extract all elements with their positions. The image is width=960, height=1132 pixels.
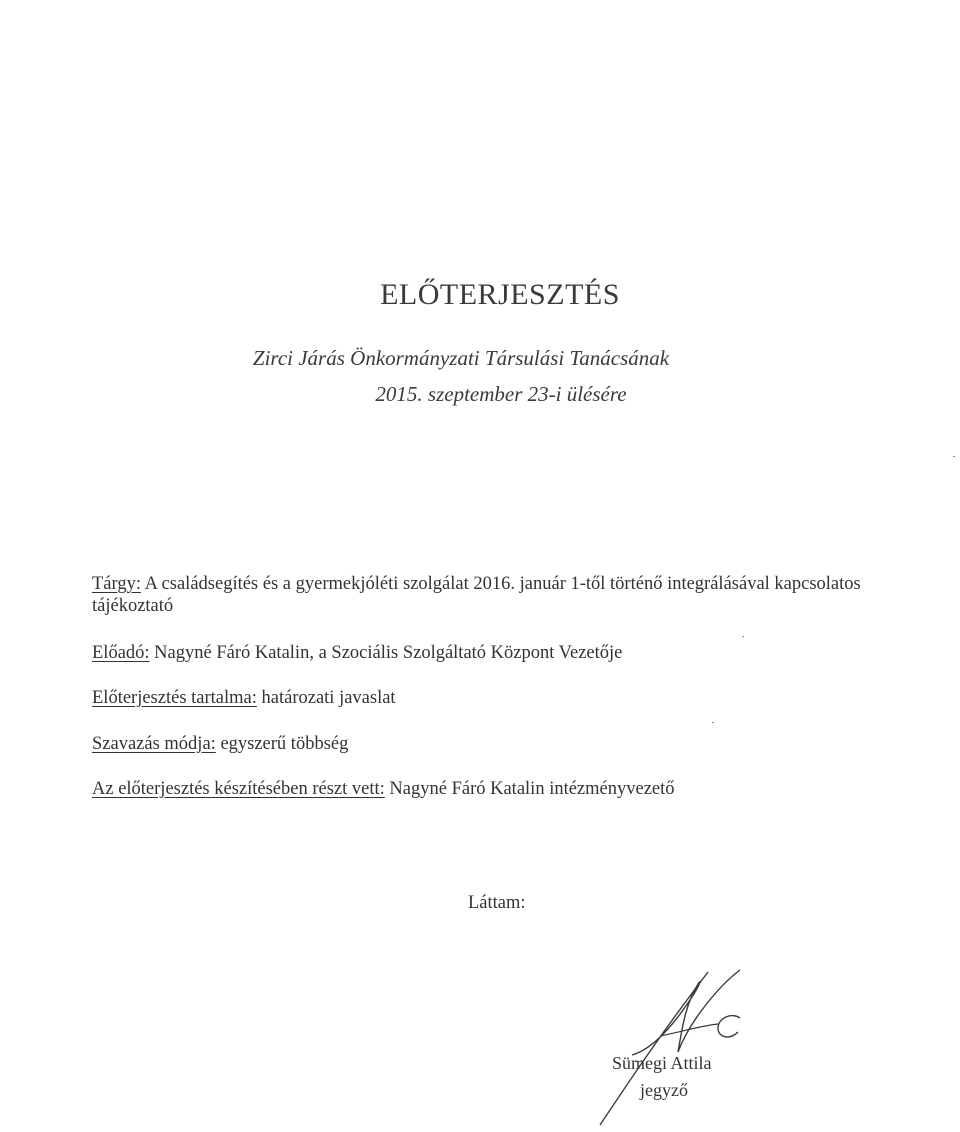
content-value: határozati javaslat — [261, 688, 396, 708]
subject-label: Tárgy: — [92, 574, 141, 594]
presenter-label: Előadó: — [92, 643, 150, 663]
content-label: Előterjesztés tartalma: — [92, 688, 257, 708]
prepared-by-row — [92, 779, 675, 800]
prepared-by-value: Nagyné Fáró Katalin intézményvezető — [389, 779, 675, 799]
scan-speck — [742, 636, 744, 637]
subject-row-continued — [92, 596, 173, 617]
addressee-line: Zirci Járás Önkormányzati Társulási Tanácsának — [252, 346, 670, 370]
seen-label: Láttam: — [468, 893, 526, 913]
signer-name: Sümegi Attila — [612, 1053, 712, 1073]
subject-value-continued: tájékoztató — [92, 596, 174, 616]
scan-speck — [712, 722, 714, 723]
document-title: ELŐTERJESZTÉS — [380, 278, 620, 311]
prepared-by-label: Az előterjesztés készítésében részt vett: — [92, 779, 385, 799]
subject-row — [92, 574, 861, 595]
signer-role: jegyző — [640, 1080, 688, 1100]
vote-row — [92, 734, 348, 755]
vote-label: Szavazás módja: — [92, 734, 216, 754]
scan-speck — [953, 456, 955, 457]
vote-value: egyszerű többség — [220, 734, 349, 754]
meeting-date-line: 2015. szeptember 23-i ülésére — [375, 382, 627, 406]
subject-value: A családsegítés és a gyermekjóléti szolgálat 2016. január 1-től történő integrálásával kapcsolatos — [144, 574, 861, 594]
handwritten-signature — [590, 960, 760, 1130]
presenter-row — [92, 643, 622, 664]
presenter-value: Nagyné Fáró Katalin, a Szociális Szolgáltató Központ Vezetője — [154, 643, 623, 663]
content-row — [92, 688, 396, 709]
